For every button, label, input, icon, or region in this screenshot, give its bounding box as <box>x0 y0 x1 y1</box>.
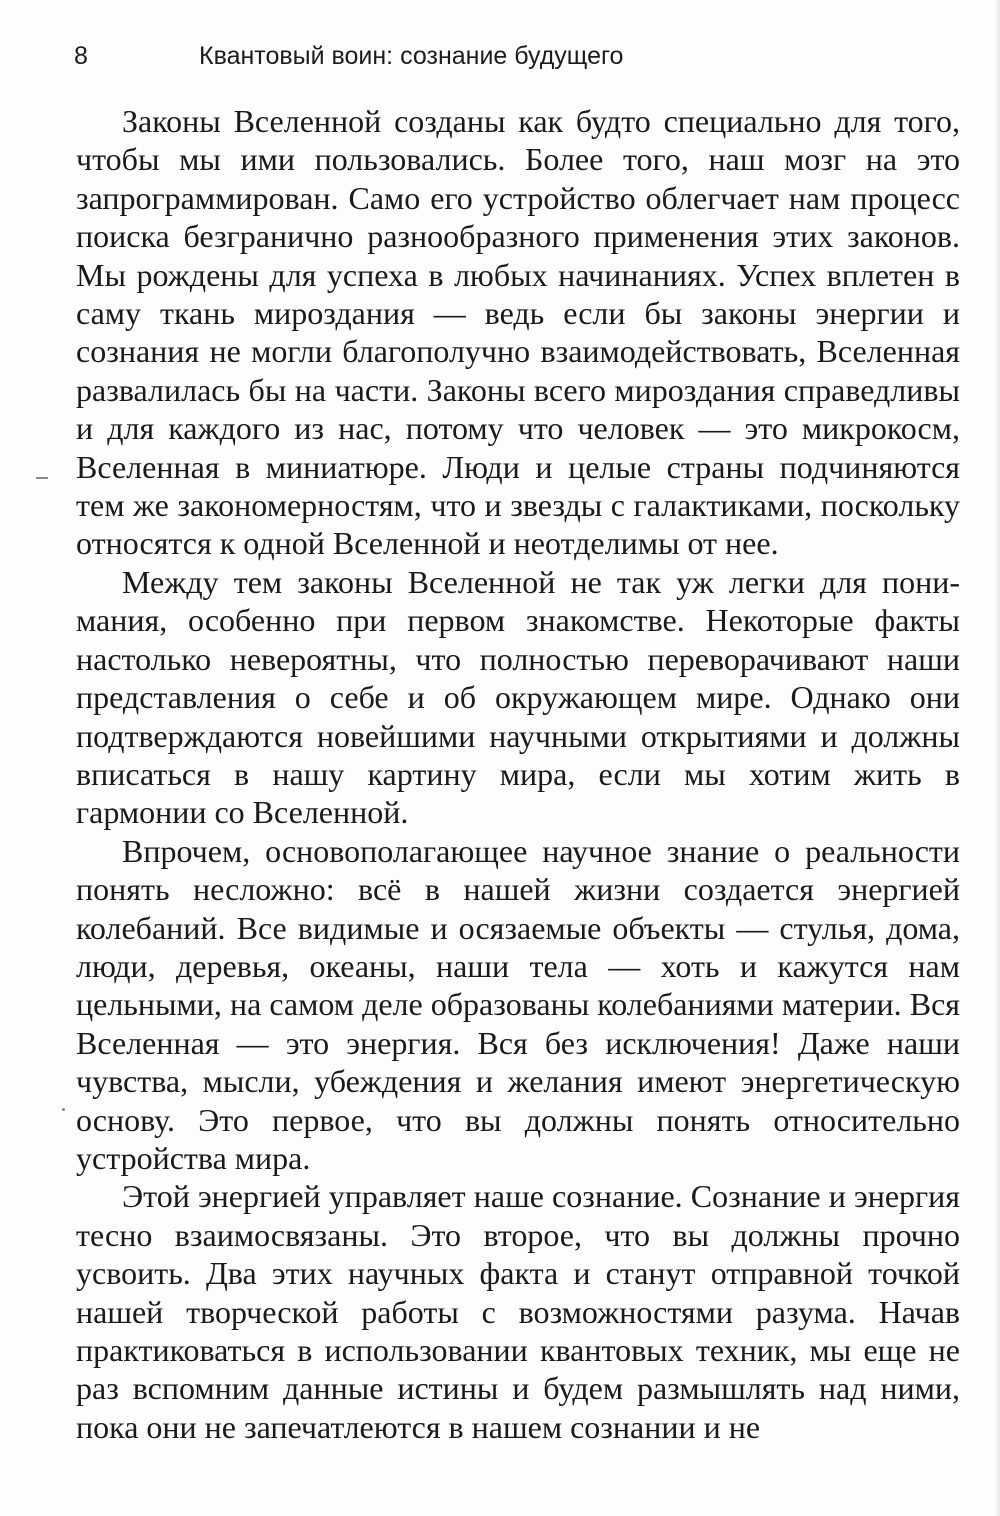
page-edge-shadow <box>994 0 1000 1516</box>
body-text <box>76 102 960 1446</box>
book-title: Квантовый воин: сознание будущего <box>199 42 624 70</box>
page-number: 8 <box>74 42 88 70</box>
margin-speck <box>62 1108 65 1111</box>
paragraph-2: Между тем законы Вселенной не так уж легки для понимания, особенно при первом знакомстве. Некоторые факты настолько невероятны, что полностью переворачивают наши представления о себе и об окружающем мире. Однако они подтверждаются новейшими научными открытиями и должны вписаться в нашу картину мира, если мы хотим жить в гармонии со Вселенной. <box>76 563 960 831</box>
running-head <box>74 42 954 82</box>
paragraph-4: Этой энергией управляет наше сознание. Сознание и энергия тесно взаимосвязаны. Это второе, что вы должны прочно усвоить. Два этих научных факта и станут отправной точкой нашей творческой работы с возможностями разума. Начав практиковаться в использовании квантовых техник, мы еще не раз вспомним данные истины и будем размышлять над ними, пока они не запечатлеются в нашем сознании и не <box>76 1178 960 1445</box>
paragraph-3: Впрочем, основополагающее научное знание о реальности понять несложно: всё в нашей жизни создается энергией колебаний. Все видимые и осязаемые объекты — стулья, дома, люди, деревья, океаны, наши тела — хоть и кажутся нам цельными, на самом деле образованы колебаниями материи. Вся Вселенная — это энергия. Вся без исключения! Даже наши чувства, мысли, убеждения и желания имеют энергетическую основу. Это первое, что вы должны понять относительно устройства мира. <box>76 832 960 1176</box>
margin-mark <box>36 477 48 479</box>
paragraph-1: Законы Вселенной созданы как будто специально для того, чтобы мы ими пользовались. Более того, наш мозг на это запрограммирован. Само его устройство облегчает нам процесс поиска безгранично разнообразного применения этих законов. Мы рождены для успеха в любых начинаниях. Успех вплетен в саму ткань мироздания — ведь если бы законы энергии и сознания не могли благополучно взаимодействовать, Вселенная развалилась бы на части. Законы всего мироздания справедливы и для каждого из нас, потому что человек — это микрокосм, Вселенная в миниатюре. Люди и целые страны подчиняются тем же закономерностям, что и звезды с галактиками, поскольку относятся к одной Вселенной и неотделимы от нее. <box>76 103 960 562</box>
